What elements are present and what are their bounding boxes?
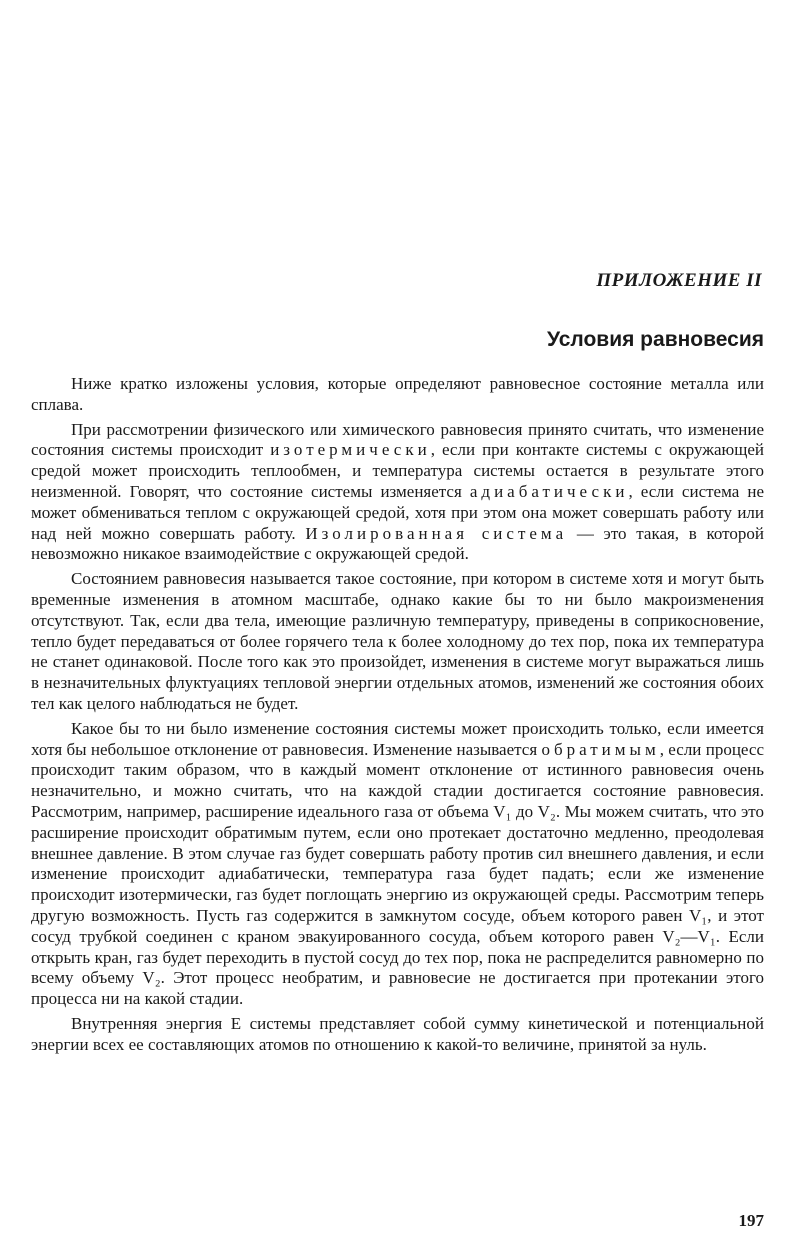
paragraph-intro: Ниже кратко изложены условия, которые определяют равновесное состояние металла или сплава. bbox=[31, 374, 764, 414]
paragraph-reversible bbox=[31, 719, 764, 1010]
paragraph-definitions bbox=[31, 420, 764, 566]
body-text bbox=[31, 374, 764, 1060]
text-run: При рассмотрении физического или химического равновесия принято считать, что изменение состояния системы происходит bbox=[31, 419, 764, 460]
paragraph-equilibrium: Состоянием равновесия называется такое состояние, при котором в системе хотя и могут быть временные изменения в атомном масштабе, однако какие бы то ни было макроизменения отсутствуют. Так, если два тела, имеющие различную температуру, приведены в соприкосновение, тепло будет передаваться от более горячего тела к более холодному до тех пор, пока их температура не станет одинаковой. После того как это произойдет, изменения в системе могут выражаться лишь в незначительных флуктуациях тепловой энергии отдельных атомов, изменений же состояния обоих тел как целого наблюдаться не будет. bbox=[31, 569, 764, 713]
text-run: , если при контакте системы с окружающей средой может происходить теплообмен, и температура системы остается в результате этого неизменной. Говорят, что состояние системы изменяется bbox=[31, 440, 764, 501]
section-title: Условия равновесия bbox=[546, 328, 764, 351]
text-run: Какое бы то ни было изменение состояния системы может происходить только, если имеется хотя бы небольшое отклонение от равновесия. Изменение называется bbox=[31, 718, 764, 759]
term-isolated-system: Изолированная система bbox=[305, 523, 568, 543]
page-number: 197 bbox=[738, 1211, 764, 1230]
appendix-label: ПРИЛОЖЕНИЕ II bbox=[596, 270, 762, 291]
term-reversible: обратимым bbox=[541, 739, 660, 759]
text-run: — это такая, в которой невозможно никакое взаимодействие с окружающей средой. bbox=[31, 523, 764, 564]
term-adiabatic: адиабатически bbox=[469, 481, 629, 501]
term-isothermal: изотермически bbox=[270, 440, 431, 460]
text-run: , если система не может обмениваться теплом с окружающей средой, хотя при этом она может совершать работу или над ней можно совершать работу. bbox=[31, 481, 765, 543]
paragraph-internal-energy: Внутренняя энергия E системы представляет собой сумму кинетической и потенциальной энергии всех ее составляющих атомов по отношению к какой-то величине, принятой за нуль. bbox=[31, 1013, 764, 1054]
text-run: , если процесс происходит таким образом, что в каждый момент отклонение от истинного равновесия очень незначительно, и можно считать, что на каждой стадии достигается состояние равновесия. Рассмотрим, например, расширение идеального газа от объема V₁ до V₂. Мы можем считать, что это расширение происходит обратимым путем, если оно протекает достаточно медленно, преодолевая внешнее давление. В этом случае газ будет совершать работу против сил внешнего давления, и если изменение происходит адиабатически, температура газа будет падать; если же изменение происходит изотермически, газ будет поглощать энергию из окружающей среды. Рассмотрим теперь другую возможность. Пусть газ содержится в замкнутом сосуде, объем которого равен V₁, и этот сосуд трубкой соединен с краном эвакуированного сосуда, объем которого равен V₂—V₁. Если открыть кран, газ будет переходить в пустой сосуд до тех пор, пока не распределится равномерно по всему объему V₂. Этот процесс необратим, и равновесие не достигается при протекании этого процесса ни на какой стадии. bbox=[31, 739, 764, 1009]
